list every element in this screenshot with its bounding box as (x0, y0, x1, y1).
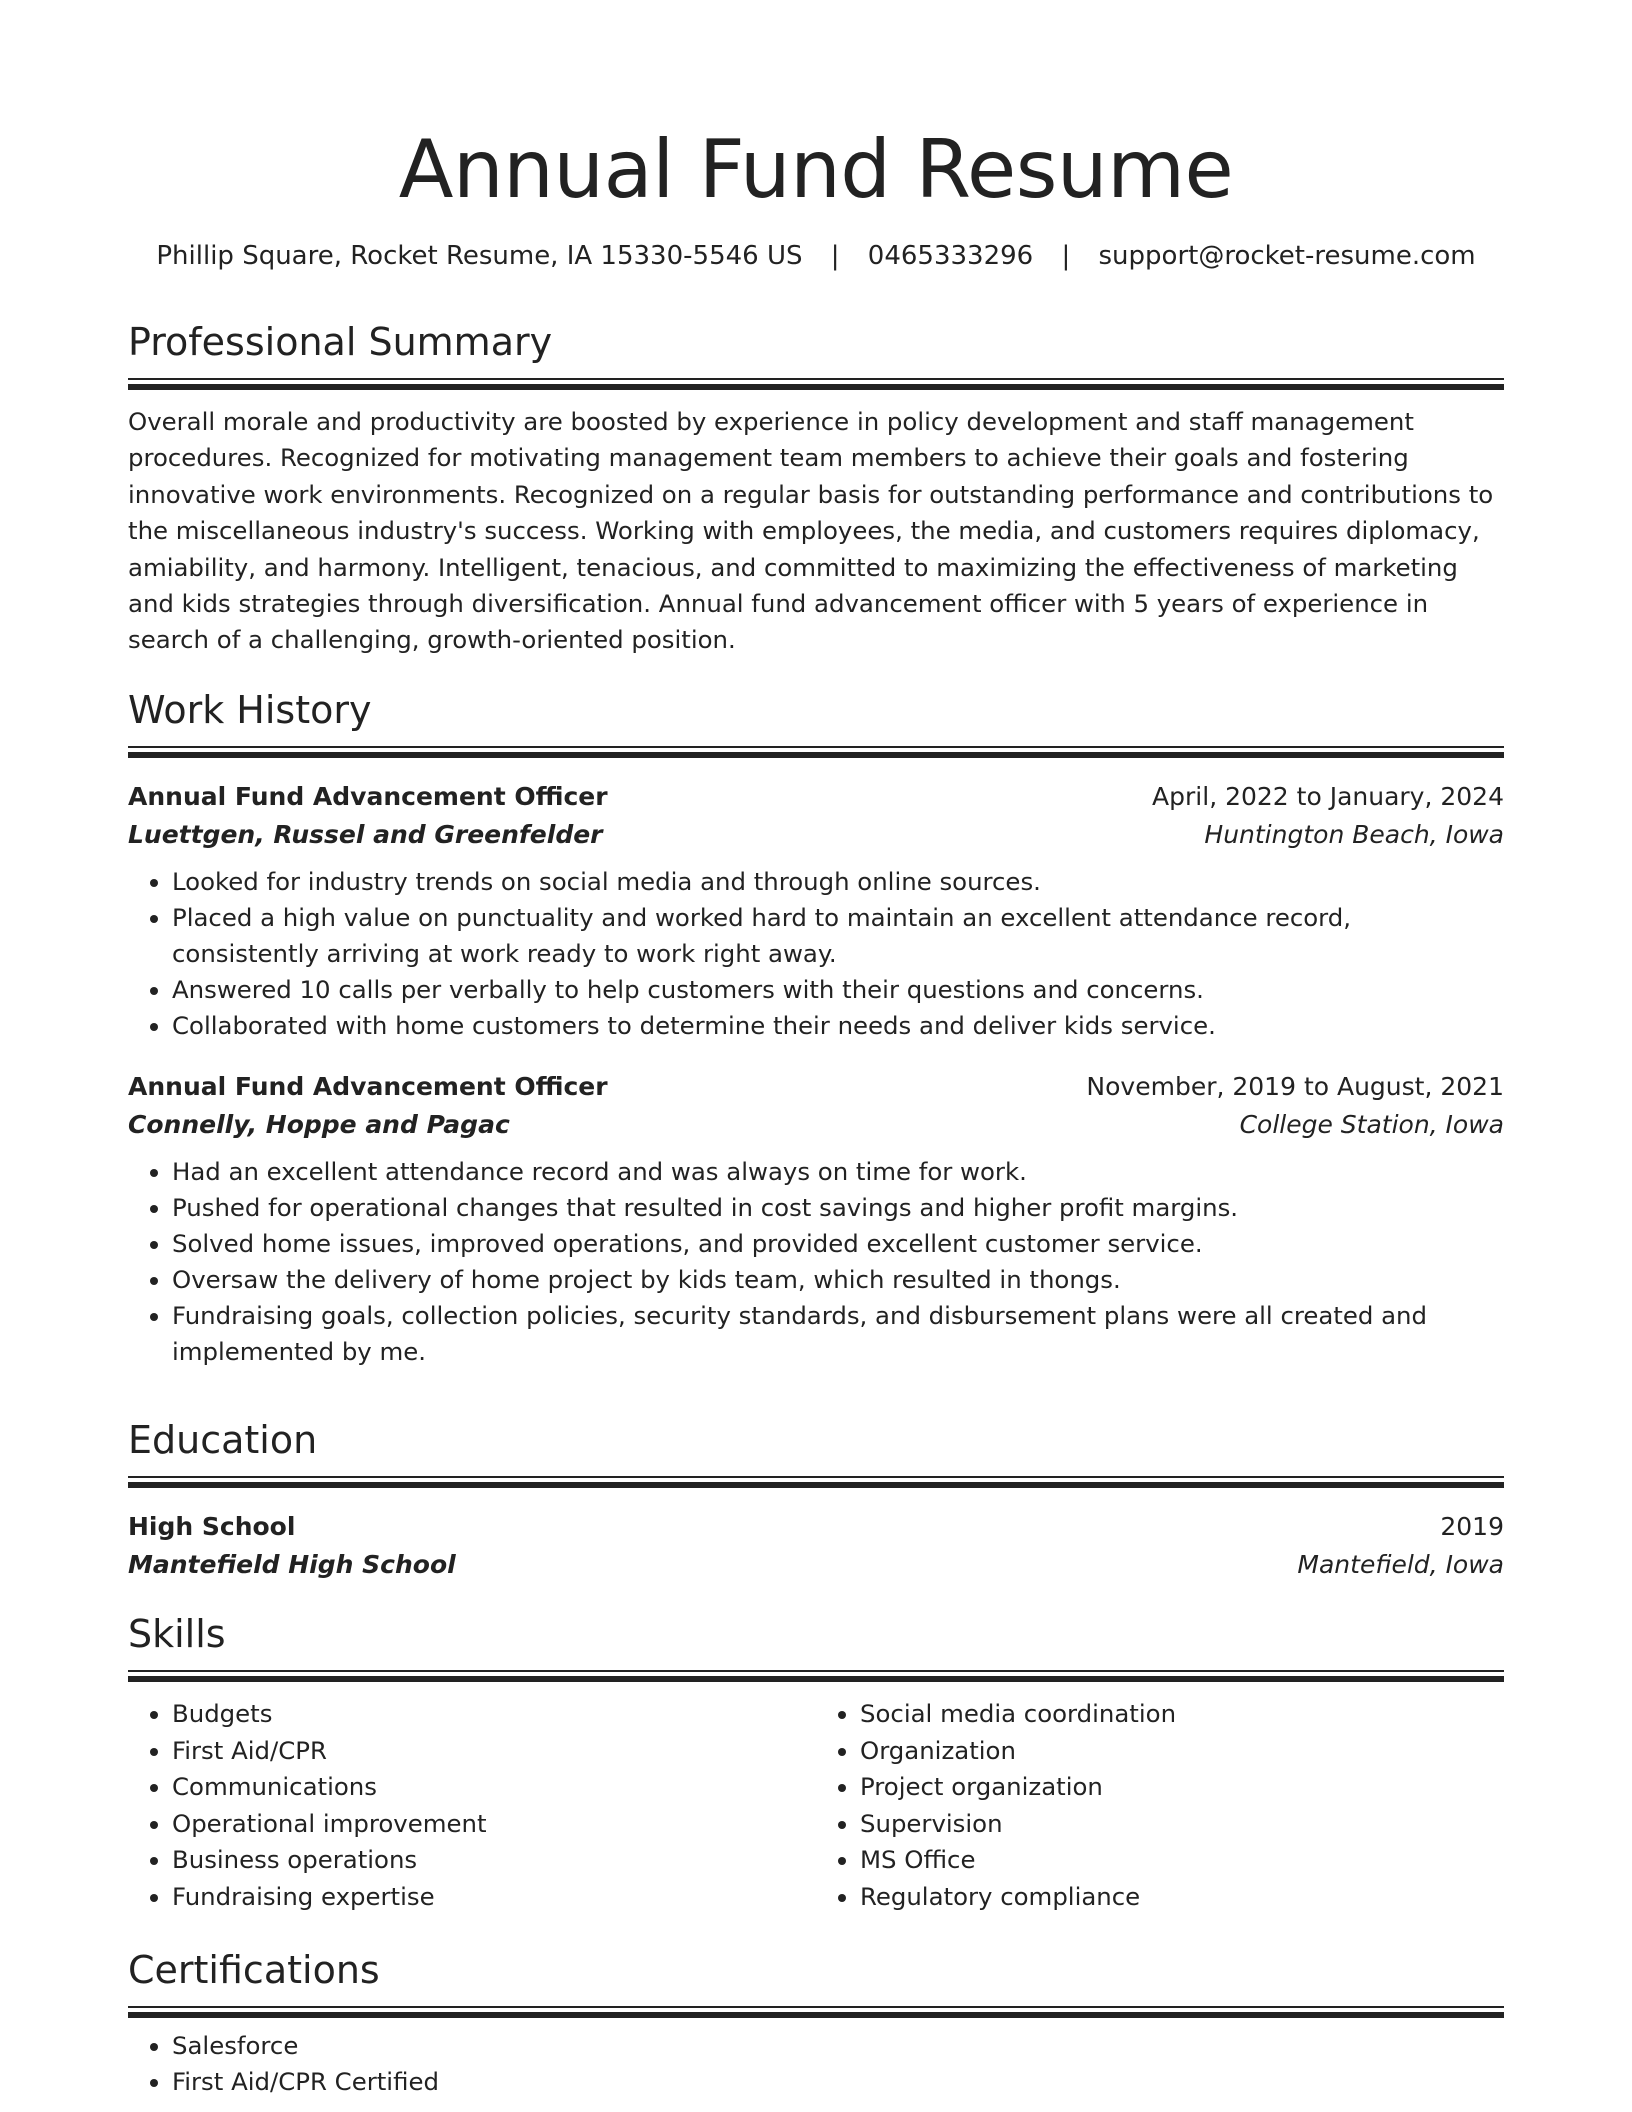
section-heading-skills: Skills (128, 1612, 226, 1656)
skills-column-right (816, 1696, 1504, 1915)
list-item: • Operational improvement (172, 1806, 816, 1843)
job-header-row (128, 1068, 1504, 1106)
job-dates: April, 2022 to January, 2024 (1152, 782, 1504, 811)
contact-email: support@rocket-resume.com (1098, 241, 1476, 271)
resume-title: Annual Fund Resume (398, 123, 1234, 216)
list-item: • Oversaw the delivery of home project by kids team, which resulted in thongs. (172, 1262, 1504, 1298)
section-heading-education: Education (128, 1418, 318, 1462)
list-item: • Social media coordination (860, 1696, 1504, 1733)
job-bullets (128, 1154, 1504, 1370)
professional-summary-section (128, 318, 1504, 659)
list-item: • Business operations (172, 1842, 816, 1879)
education-entry (128, 1508, 1504, 1584)
list-item: • Solved home issues, improved operations, and provided excellent customer service. (172, 1226, 1504, 1262)
list-item: • Supervision (860, 1806, 1504, 1843)
summary-text: Overall morale and productivity are boosted by experience in policy development and staff management procedures. Recognized for motivating management team members to achieve their goals and fostering innovative work environments. Recognized on a regular basis for outstanding performance and contributions to the miscellaneous industry's success. Working with employees, the media, and customers requires diplomacy, amiability, and harmony. Intelligent, tenacious, and committed to maximizing the effectiveness of marketing and kids strategies through diversification. Annual fund advancement officer with 5 years of experience in search of a challenging, growth-oriented position. (128, 407, 1494, 655)
education-year: 2019 (1440, 1512, 1504, 1541)
list-item: • Budgets (172, 1696, 816, 1733)
list-item: • Placed a high value on punctuality and worked hard to maintain an excellent attendance record, consistently arriving at work ready to work right away. (172, 900, 1504, 972)
contact-separator: | (1061, 241, 1071, 271)
contact-phone: 0465333296 (867, 241, 1034, 271)
job-location: Huntington Beach, Iowa (1204, 820, 1504, 849)
education-school-row (128, 1546, 1504, 1584)
job-title: Annual Fund Advancement Officer (128, 1072, 608, 1101)
contact-line (128, 238, 1504, 274)
job-dates: November, 2019 to August, 2021 (1086, 1072, 1504, 1101)
list-item: • First Aid/CPR Certified (172, 2064, 1504, 2100)
section-divider (128, 378, 1504, 390)
list-item: • Answered 10 calls per verbally to help customers with their questions and concerns. (172, 972, 1504, 1008)
section-heading-certifications: Certifications (128, 1948, 380, 1992)
skills-section (128, 1610, 1504, 1915)
contact-address: Phillip Square, Rocket Resume, IA 15330-5546 US (156, 241, 803, 271)
list-item: • Project organization (860, 1769, 1504, 1806)
list-item: • Looked for industry trends on social media and through online sources. (172, 864, 1504, 900)
job-employer: Connelly, Hoppe and Pagac (128, 1110, 510, 1139)
job-entry (128, 1068, 1504, 1370)
section-divider (128, 746, 1504, 758)
job-title: Annual Fund Advancement Officer (128, 782, 608, 811)
list-item: • Fundraising expertise (172, 1879, 816, 1916)
list-item: • Communications (172, 1769, 816, 1806)
job-employer: Luettgen, Russel and Greenfelder (128, 820, 603, 849)
section-heading-work: Work History (128, 688, 372, 732)
job-bullets (128, 864, 1504, 1044)
list-item: • Collaborated with home customers to determine their needs and deliver kids service. (172, 1008, 1504, 1044)
list-item: • Regulatory compliance (860, 1879, 1504, 1916)
section-divider (128, 2006, 1504, 2018)
skills-column-left (128, 1696, 816, 1915)
job-header-row (128, 778, 1504, 816)
education-degree: High School (128, 1512, 296, 1541)
job-employer-row (128, 816, 1504, 854)
list-item: • MS Office (860, 1842, 1504, 1879)
section-divider (128, 1476, 1504, 1488)
list-item: • Organization (860, 1733, 1504, 1770)
job-location: College Station, Iowa (1239, 1110, 1504, 1139)
list-item: • Pushed for operational changes that resulted in cost savings and higher profit margins. (172, 1190, 1504, 1226)
education-school: Mantefield High School (128, 1550, 456, 1579)
list-item: • Had an excellent attendance record and was always on time for work. (172, 1154, 1504, 1190)
education-location: Mantefield, Iowa (1297, 1550, 1504, 1579)
job-entry (128, 778, 1504, 1044)
education-section (128, 1416, 1504, 1584)
education-header-row (128, 1508, 1504, 1546)
certifications-section (128, 1946, 1504, 2100)
list-item: • Fundraising goals, collection policies, security standards, and disbursement plans were all created and implemented by me. (172, 1298, 1504, 1370)
section-heading-summary: Professional Summary (128, 320, 553, 364)
job-employer-row (128, 1106, 1504, 1144)
list-item: • Salesforce (172, 2028, 1504, 2064)
work-history-section (128, 686, 1504, 1370)
contact-separator: | (830, 241, 840, 271)
list-item: • First Aid/CPR (172, 1733, 816, 1770)
certifications-list (128, 2028, 1504, 2100)
skills-grid (128, 1696, 1504, 1915)
section-divider (128, 1670, 1504, 1682)
